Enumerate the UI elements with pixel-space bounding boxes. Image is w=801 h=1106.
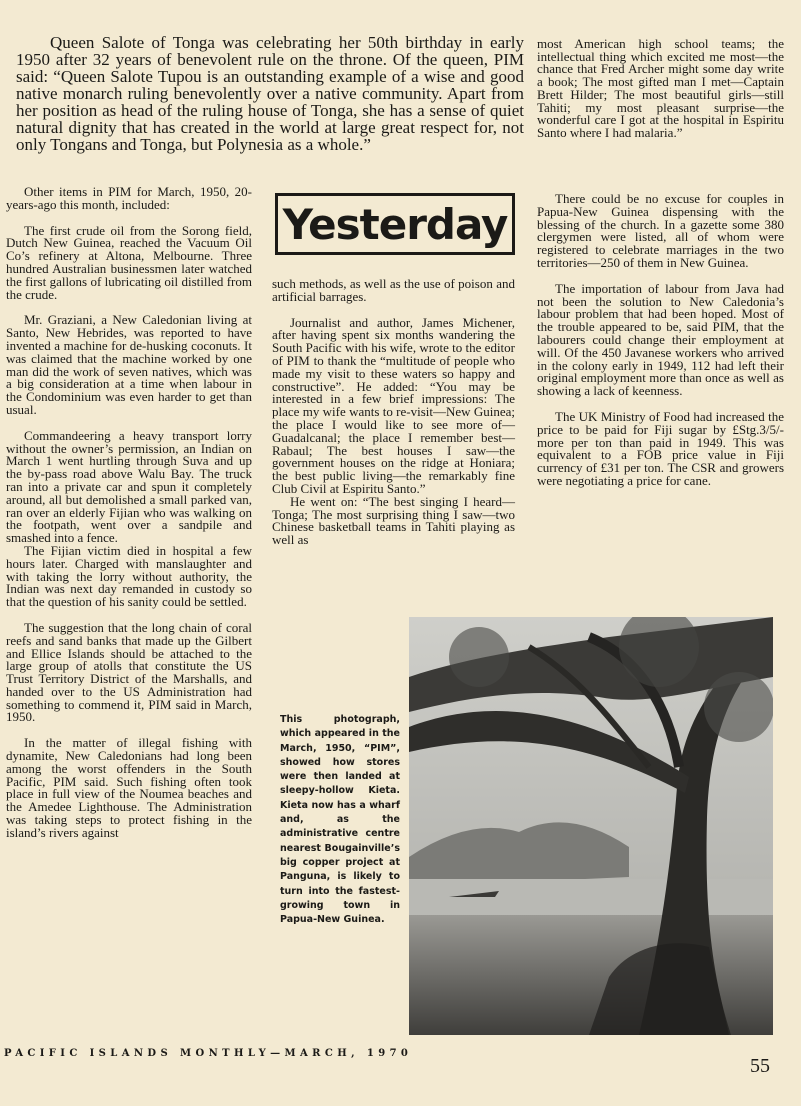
historic-photo — [409, 617, 773, 1035]
lead-paragraph: Queen Salote of Tonga was celebrating her 50th birthday in early 1950 after 32 years of benevolent rule on the throne. Of the queen, PIM said: “Queen Salote Tupou is an outstanding example of a wise and good native monarch ruling benevolently over a native community. Apart from her position as head of the ruling house of Tonga, she has a sense of quiet natural dignity that has created in the world at large great respect for, not only Tongans and Tonga, but Polynesia as a whole.” — [16, 33, 524, 154]
article-paragraph: The first crude oil from the Sorong field, Dutch New Guinea, reached the Vacuum Oil Co’s refinery at Altona, Melbourne. Three hundred Australian businessmen later watched the first gallons of lubricating oil distilled from the crude. — [6, 222, 252, 302]
column-middle — [272, 278, 515, 560]
article-paragraph: Other items in PIM for March, 1950, 20-years-ago this month, included: — [6, 184, 252, 212]
article-paragraph: Commandeering a heavy transport lorry without the owner’s permission, an Indian on March 1 went hurtling through Suva and up the by-pass road above Walu Bay. The truck ran into a private car and spun it completely around, all but demolished a small parked van, ran over an elderly Fijian who was walking on the footpath, went over a sandpile and smashed into a fence. — [6, 427, 252, 546]
article-paragraph: such methods, as well as the use of poison and artificial barrages. — [272, 276, 515, 304]
article-paragraph: There could be no excuse for couples in Papua-New Guinea dispensing with the blessing of the church. In a gazette some 380 clergymen were listed, all of whom were registered to celebrate marriages in the two territories—250 of them in New Guinea. — [537, 191, 784, 270]
article-paragraph: The suggestion that the long chain of coral reefs and sand banks that made up the Gilbert and Ellice Islands should be attached to the large group of atolls that constitute the US Trust Territory District of the Marshalls, and handed over to the US Administration had something to commend it, PIM said in March, 1950. — [6, 619, 252, 725]
section-banner-yesterday: Yesterday — [275, 193, 515, 255]
page-footer: PACIFIC ISLANDS MONTHLY—MARCH, 1970 — [4, 1048, 413, 1059]
column-left — [6, 186, 252, 853]
michener-continuation: most American high school teams; the intellectual thing which excited me most—the chance that Fred Archer might some day write a book; The most gifted man I met—Captain Brett Hilder; The most beautiful girls—still Tahiti; my most pleasant surprise—the wonderful care I got at the hospital in Espiritu Santo where I had malaria.” — [537, 36, 784, 140]
photo-caption: This photograph, which appeared in the March, 1950, “PIM”, showed how stores were then landed at sleepy-hollow Kieta. Kieta now has a wharf and, as the administrative centre nearest Bougainville’s big copper project at Panguna, is likely to turn into the fastest-growing town in Papua-New Guinea. — [280, 714, 400, 926]
article-paragraph: The UK Ministry of Food had increased the price to be paid for Fiji sugar by £Stg.3/5/- more per ton than paid in 1949. This was equivalent to a FOB price value in Fiji currency of £31 per ton. The CSR and growers were negotiating a price for cane. — [537, 408, 784, 488]
page-number: 55 — [750, 1055, 770, 1077]
article-paragraph: The importation of labour from Java had not been the solution to New Caledonia’s labour problem that had been hoped. Most of the trouble appeared to be, said PIM, that the labourers could change their employment at will. Of the 450 Javanese workers who arrived in the colony early in 1949, 112 had left their original employment more than once as well as showing a lack of keenness. — [537, 280, 784, 399]
photo-image-icon — [409, 617, 773, 1035]
article-paragraph: Journalist and author, James Michener, after having spent six months wandering the South Pacific with his wife, wrote to the editor of PIM to thank the “multitude of people who made my visit to these waters so happy and constructive”. He added: “You may be interested in a few brief impressions: The place my wife wants to re-visit—New Guinea; the place I would like to see more of—Guadalcanal; the place I remember best—Rabaul; The best houses I saw—the government houses on the ridge at Honiara; the best public living—the remarkably fine Club Civil at Espiritu Santo.” — [272, 314, 515, 496]
article-paragraph: He went on: “The best singing I heard—Tonga; The most surprising thing I saw—two Chinese basketball teams in Tahiti playing as well as — [272, 493, 515, 548]
article-paragraph: Mr. Graziani, a New Caledonian living at Santo, New Hebrides, was reported to have invented a machine for de-husking coconuts. It was claimed that the machine worked by one man did the work of seven natives, which was a big consideration at a time when labour in the Condominium was even harder to get than usual. — [6, 312, 252, 417]
article-paragraph: The Fijian victim died in hospital a few hours later. Charged with manslaughter and with taking the lorry without authority, the Indian was next day remanded in custody so that the question of his sanity could be settled. — [6, 542, 252, 610]
article-paragraph: In the matter of illegal fishing with dynamite, New Caledonians had long been among the worst offenders in the South Pacific, PIM said. Such fishing often took place in full view of the Noumea beaches and the Amedee Lighthouse. The Administration was taking steps to protect fishing in the island’s rivers against — [6, 735, 252, 840]
column-right — [537, 193, 784, 501]
